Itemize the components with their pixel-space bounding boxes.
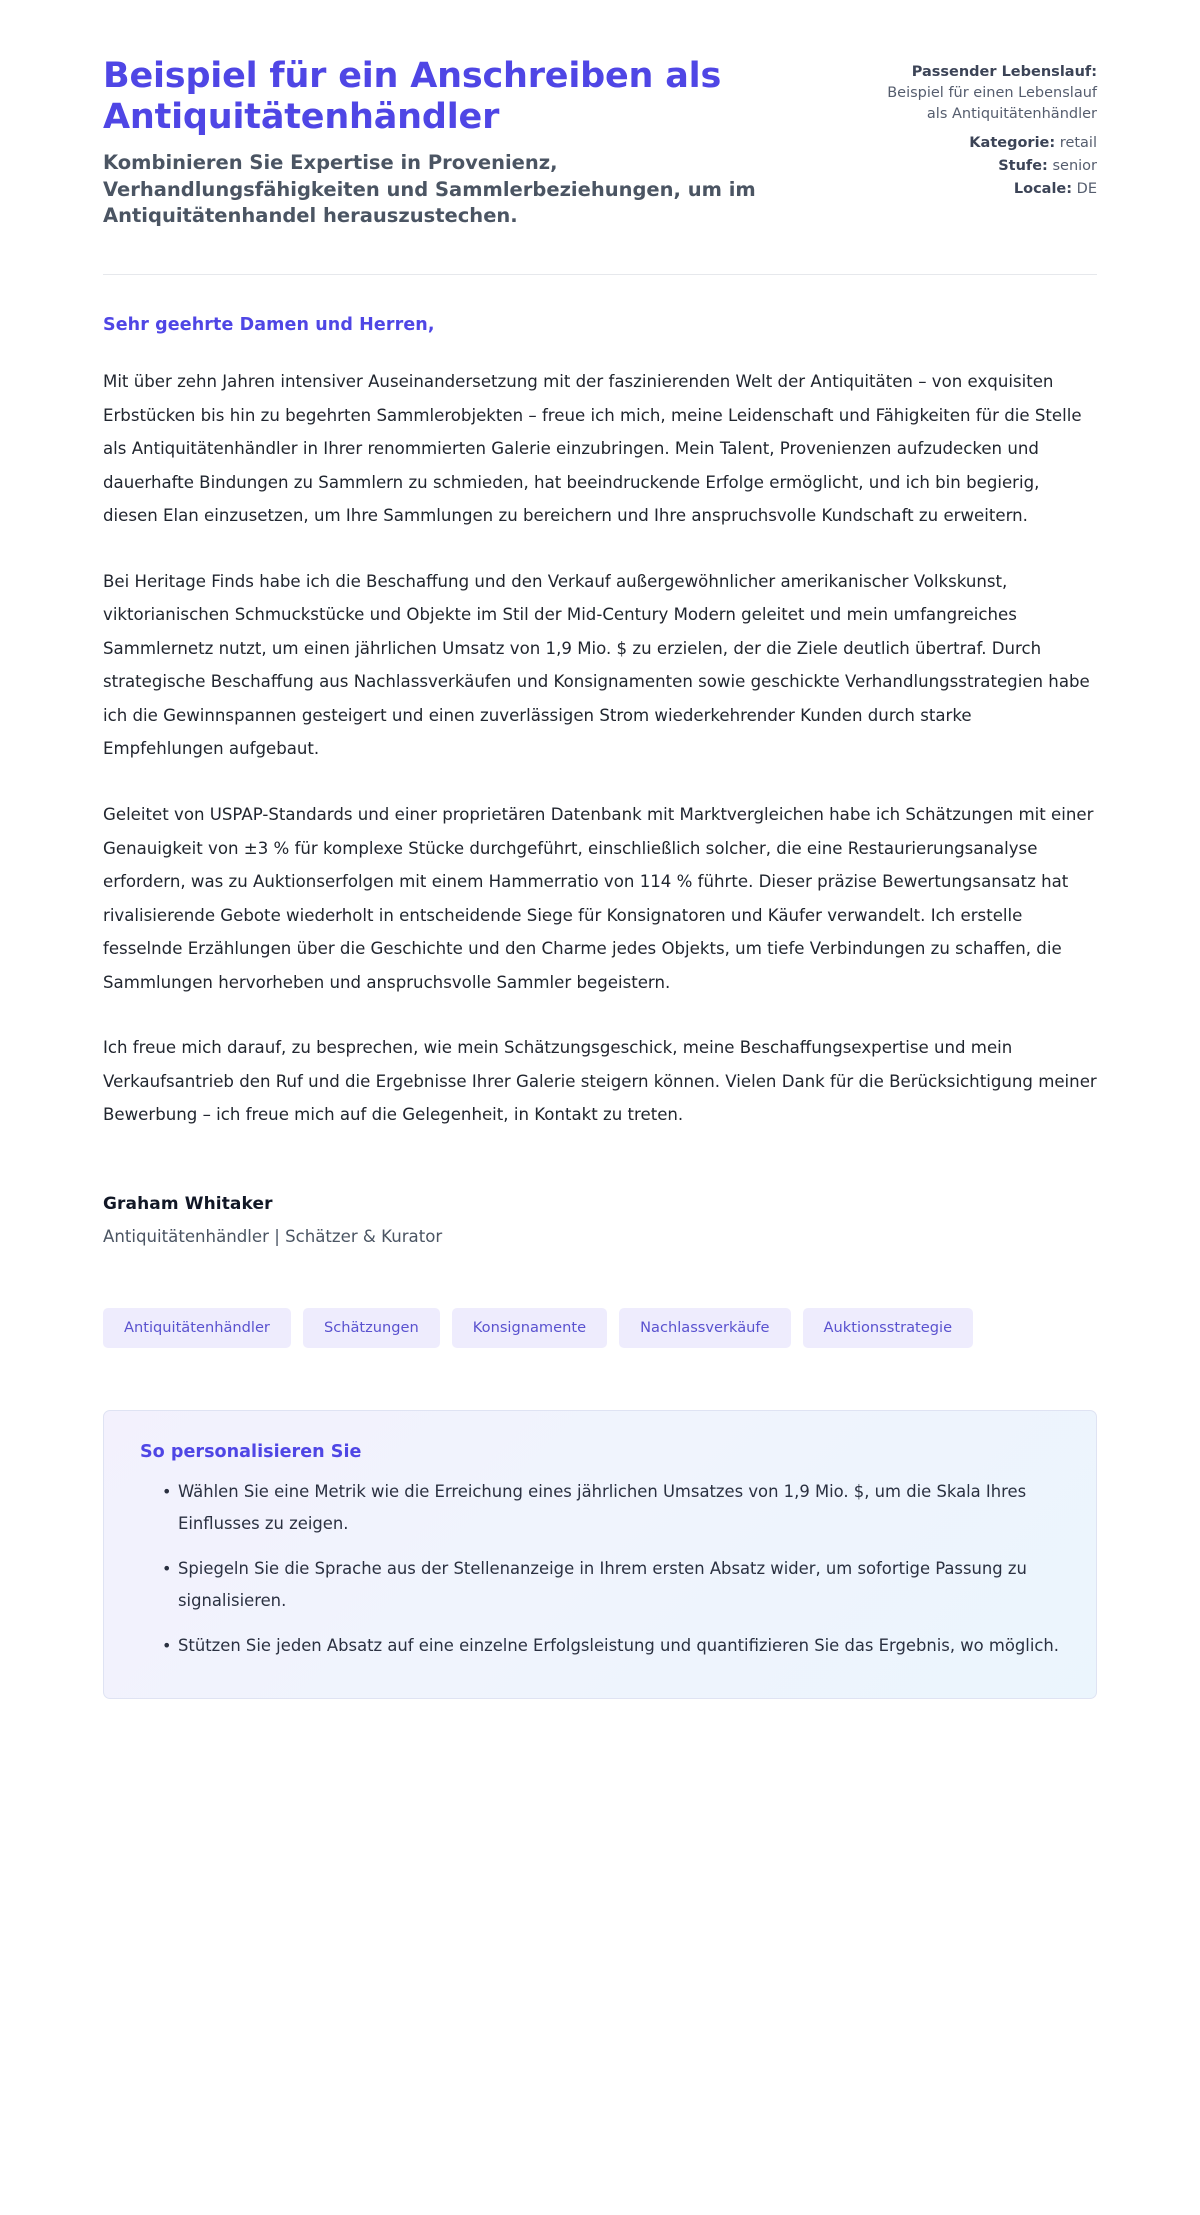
meta-matching-resume-value: Beispiel für einen Lebenslauf als Antiquitätenhändler	[887, 85, 1097, 123]
meta-matching-resume	[882, 62, 1097, 125]
meta-level	[882, 156, 1097, 177]
meta-category	[882, 133, 1097, 154]
meta-category-value: retail	[1059, 135, 1097, 152]
header-title-group	[103, 56, 823, 230]
tag-chip[interactable]: Schätzungen	[303, 1308, 440, 1348]
document-metadata	[882, 56, 1097, 202]
letter-paragraph: Ich freue mich darauf, zu besprechen, wie mein Schätzungsgeschick, meine Beschaffungsexpertise und mein Verkaufsantrieb den Ruf und die Ergebnisse Ihrer Galerie steigern können. Vielen Dank für die Berücksichtigung meiner Bewerbung – ich freue mich auf die Gelegenheit, in Kontakt zu treten.	[103, 1038, 1097, 1125]
meta-matching-resume-label: Passender Lebenslauf:	[911, 64, 1097, 80]
letter-signature	[103, 1194, 1097, 1246]
signature-role: Antiquitätenhändler | Schätzer & Kurator	[103, 1226, 443, 1246]
meta-locale	[882, 179, 1097, 200]
page-title: Beispiel für ein Anschreiben als Antiquitätenhändler	[103, 56, 722, 138]
callout-list-item: • Stützen Sie jeden Absatz auf eine einzelne Erfolgsleistung und quantifizieren Sie das Ergebnis, wo möglich.	[162, 1630, 1060, 1662]
letter-salutation: Sehr geehrte Damen und Herren,	[103, 315, 435, 336]
meta-level-label: Stufe:	[998, 158, 1048, 175]
letter-paragraph: Bei Heritage Finds habe ich die Beschaffung und den Verkauf außergewöhnlicher amerikanischer Volkskunst, viktorianischen Schmuckstücke und Objekte im Stil der Mid-Century Modern geleitet und mein umfangreiches Sammlernetz nutzt, um einen jährlichen Umsatz von 1,9 Mio. $ zu erzielen, der die Ziele deutlich übertraf. Durch strategische Beschaffung aus Nachlassverkäufen und Konsignamenten sowie geschickte Verhandlungsstrategien habe ich die Gewinnspannen gesteigert und einen zuverlässigen Strom wiederkehrender Kunden durch starke Empfehlungen aufgebaut.	[103, 571, 1090, 759]
signature-name: Graham Whitaker	[103, 1193, 273, 1214]
tag-chip[interactable]: Auktionsstrategie	[803, 1308, 974, 1348]
meta-locale-value: DE	[1076, 181, 1097, 198]
personalization-callout	[103, 1410, 1097, 1699]
meta-level-value: senior	[1052, 158, 1097, 175]
callout-list-item: • Wählen Sie eine Metrik wie die Erreichung eines jährlichen Umsatzes von 1,9 Mio. $, um die Skala Ihres Einflusses zu zeigen.	[162, 1476, 1060, 1541]
content-container	[103, 0, 1097, 1699]
letter-paragraph: Geleitet von USPAP-Standards und einer proprietären Datenbank mit Marktvergleichen habe ich Schätzungen mit einer Genauigkeit von ±3 % für komplexe Stücke durchgeführt, einschließlich solcher, die eine Restaurierungsanalyse erfordern, was zu Auktionserfolgen mit einem Hammerratio von 114 % führte. Dieser präzise Bewertungsansatz hat rivalisierende Gebote wiederholt in entscheidende Siege für Konsignatoren und Käufer verwandelt. Ich erstelle fesselnde Erzählungen über die Geschichte und den Charme jedes Objekts, um tiefe Verbindungen zu schaffen, die Sammlungen hervorheben und anspruchsvolle Sammler begeistern.	[103, 804, 1094, 992]
callout-list-item: • Spiegeln Sie die Sprache aus der Stellenanzeige in Ihrem ersten Absatz wider, um sofortige Passung zu signalisieren.	[162, 1553, 1060, 1618]
callout-list	[140, 1476, 1060, 1662]
page-subtitle: Kombinieren Sie Expertise in Provenienz, Verhandlungsfähigkeiten und Sammlerbeziehungen, um im Antiquitätenhandel herauszustechen.	[103, 150, 756, 228]
callout-title: So personalisieren Sie	[140, 1441, 362, 1462]
meta-locale-label: Locale:	[1013, 181, 1073, 198]
tag-chip[interactable]: Antiquitätenhändler	[103, 1308, 291, 1348]
document-header	[103, 56, 1097, 230]
meta-category-label: Kategorie:	[969, 135, 1056, 152]
tag-chip[interactable]: Konsignamente	[452, 1308, 607, 1348]
letter-paragraph: Mit über zehn Jahren intensiver Auseinandersetzung mit der faszinierenden Welt der Antiquitäten – von exquisiten Erbstücken bis hin zu begehrten Sammlerobjekten – freue ich mich, meine Leidenschaft und Fähigkeiten für die Stelle als Antiquitätenhändler in Ihrer renommierten Galerie einzubringen. Mein Talent, Provenienzen aufzudecken und dauerhafte Bindungen zu Sammlern zu schmieden, hat beeindruckende Erfolge ermöglicht, und ich bin begierig, diesen Elan einzusetzen, um Ihre Sammlungen zu bereichern und Ihre anspruchsvolle Kundschaft zu erweitern.	[103, 372, 1082, 526]
cover-letter-body	[103, 275, 1097, 1131]
tag-chip[interactable]: Nachlassverkäufe	[619, 1308, 790, 1348]
tag-list	[103, 1308, 1097, 1348]
